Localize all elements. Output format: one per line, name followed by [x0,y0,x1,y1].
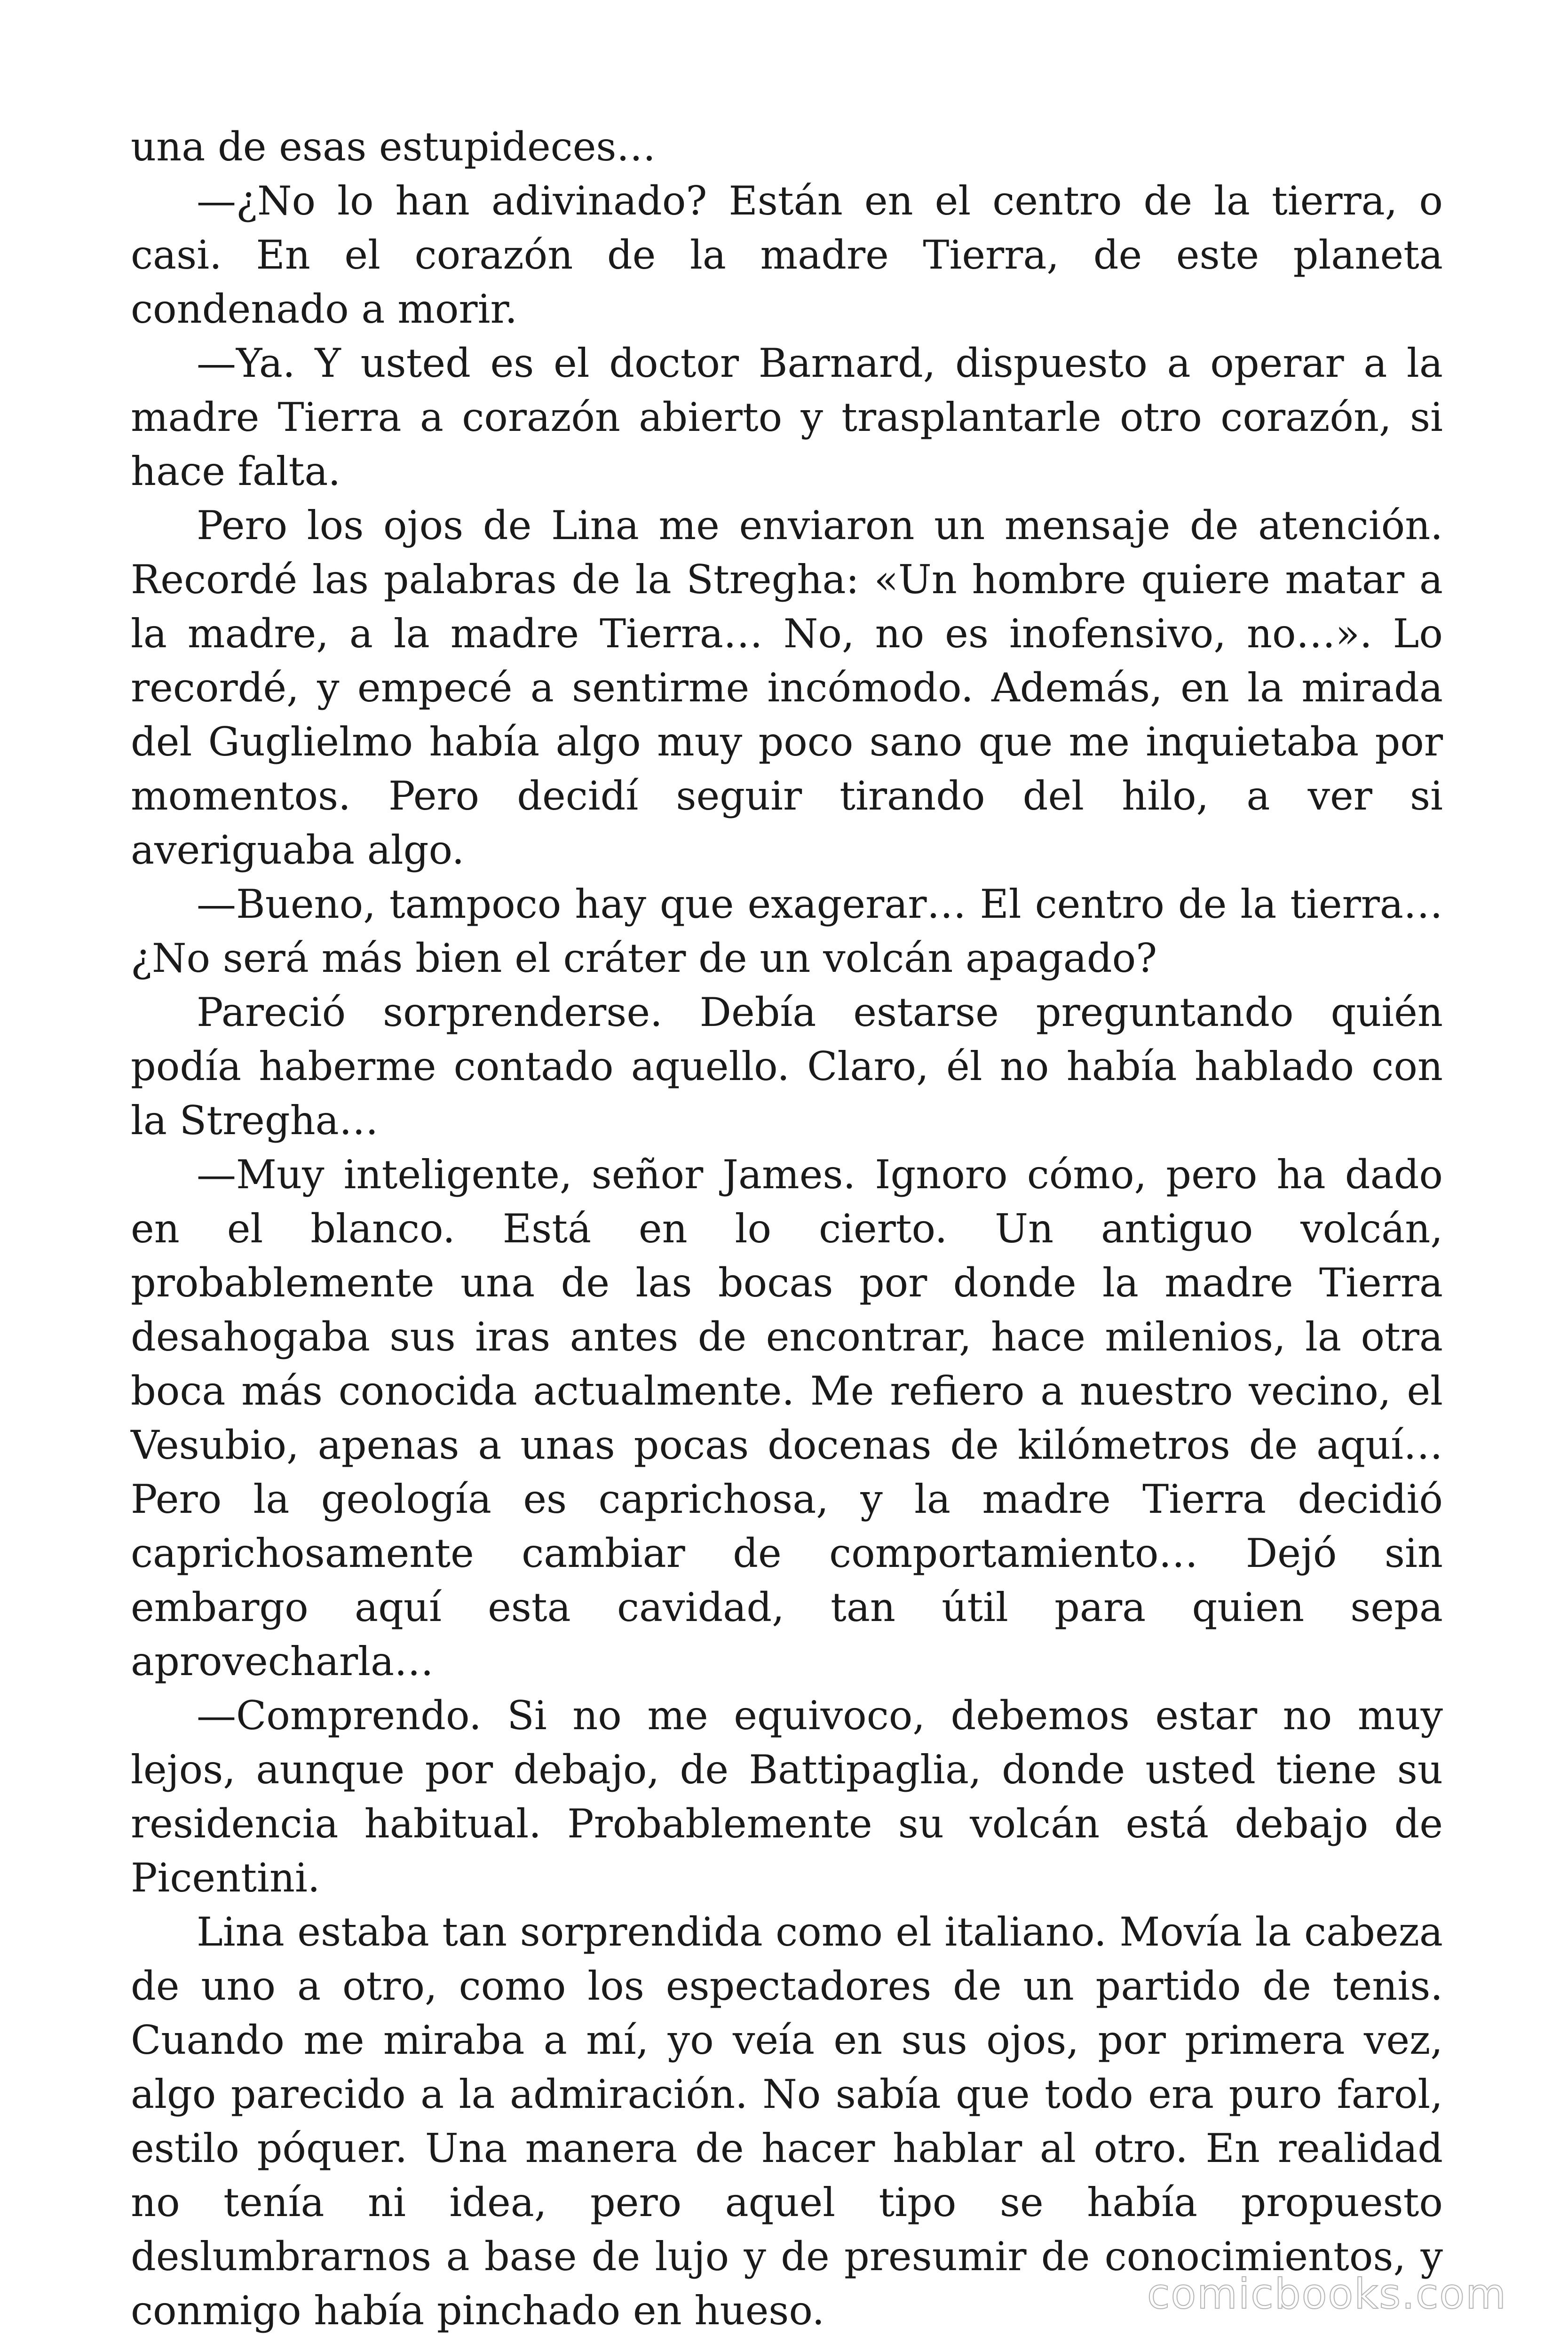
paragraph: Lina estaba tan sorprendida como el italiano. Movía la cabeza de uno a otro, como los espectadores de un partido de tenis. Cuando me miraba a mí, yo veía en sus ojos, por primera vez, algo parecido a la admiración. No sabía que todo era puro farol, estilo póquer. Una manera de hacer hablar al otro. En realidad no tenía ni idea, pero aquel tipo se había propuesto deslumbrarnos a base de lujo y de presumir de conocimientos, y conmigo había pinchado en hueso. [131,1909,1443,2334]
paragraph: Pero los ojos de Lina me enviaron un mensaje de atención. Recordé las palabras de la Stregha: «Un hombre quiere matar a la madre, a la madre Tierra… No, no es inofensivo, no…». Lo recordé, y empecé a sentirme incómodo. Además, en la mirada del Guglielmo había algo muy poco sano que me inquietaba por momentos. Pero decidí seguir tirando del hilo, a ver si averiguaba algo. [131,502,1443,873]
paragraph: Pareció sorprenderse. Debía estarse preguntando quién podía haberme contado aquello. Claro, él no había hablado con la Stregha… [131,989,1443,1144]
page-body [131,120,1443,2338]
paragraph: —Muy inteligente, señor James. Ignoro cómo, pero ha dado en el blanco. Está en lo cierto. Un antiguo volcán, probablemente una de las bocas por donde la madre Tierra desahogaba sus iras antes de encontrar, hace milenios, la otra boca más conocida actualmente. Me refiero a nuestro vecino, el Vesubio, apenas a unas pocas docenas de kilómetros de aquí… Pero la geología es caprichosa, y la madre Tierra decidió caprichosamente cambiar de comportamiento… Dejó sin embargo aquí esta cavidad, tan útil para quien sepa aprovecharla… [131,1152,1443,1685]
watermark: comicbooks.com [1147,2270,1507,2318]
paragraph: —¿No lo han adivinado? Están en el centro de la tierra, o casi. En el corazón de la madre Tierra, de este planeta condenado a morir. [131,178,1443,332]
paragraph: —Bueno, tampoco hay que exagerar… El centro de la tierra… ¿No será más bien el cráter de un volcán apagado? [131,881,1443,981]
paragraph: —Ya. Y usted es el doctor Barnard, dispuesto a operar a la madre Tierra a corazón abierto y trasplantarle otro corazón, si hace falta. [131,340,1443,494]
paragraph: una de esas estupideces… [131,124,656,170]
paragraph: —Comprendo. Si no me equivoco, debemos estar no muy lejos, aunque por debajo, de Battipaglia, donde usted tiene su residencia habitual. Probablemente su volcán está debajo de Picentini. [131,1692,1443,1901]
